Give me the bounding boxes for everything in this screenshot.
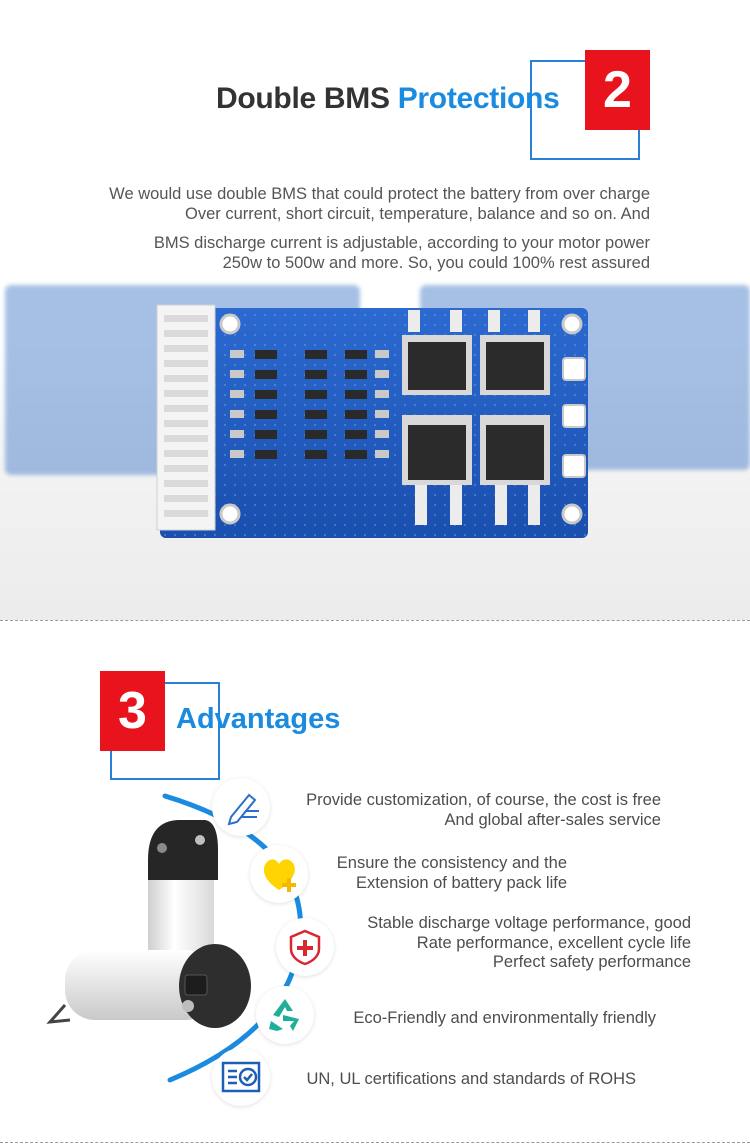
dashed-divider (0, 620, 750, 621)
advantage-text: Provide customization, of course, the cost is free And global after-sales service (306, 791, 661, 829)
bms-board-image (0, 280, 750, 580)
section-number-badge: 2 (585, 50, 650, 130)
advantage-text: UN, UL certifications and standards of ROHS (306, 1070, 636, 1088)
intro-paragraph: BMS discharge current is adjustable, according to your motor power 250w to 500w and more. So, you could 100% rest assured (153, 234, 650, 272)
decorative-arc (0, 780, 320, 1100)
section-title: Advantages (176, 703, 341, 735)
certificate-icon (212, 1048, 270, 1106)
dashed-divider (0, 1142, 750, 1143)
title-plain: Double BMS (216, 82, 390, 115)
heart-plus-icon (250, 845, 308, 903)
pencil-icon (212, 778, 270, 836)
section-title (216, 82, 559, 116)
intro-text (30, 185, 650, 283)
advantage-text: Ensure the consistency and the Extension of battery pack life (336, 854, 567, 892)
advantage-text: Stable discharge voltage performance, good Rate performance, excellent cycle life Perfect safety performance (367, 914, 691, 971)
advantage-text: Eco-Friendly and environmentally friendly (353, 1009, 656, 1027)
intro-paragraph: We would use double BMS that could protect the battery from over charge Over current, short circuit, temperature, balance and so on. And (109, 185, 650, 223)
shield-icon (276, 918, 334, 976)
recycle-icon (256, 986, 314, 1044)
section-number-badge: 3 (100, 671, 165, 751)
title-accent: Protections (397, 82, 560, 115)
pcb-illustration (0, 280, 750, 580)
